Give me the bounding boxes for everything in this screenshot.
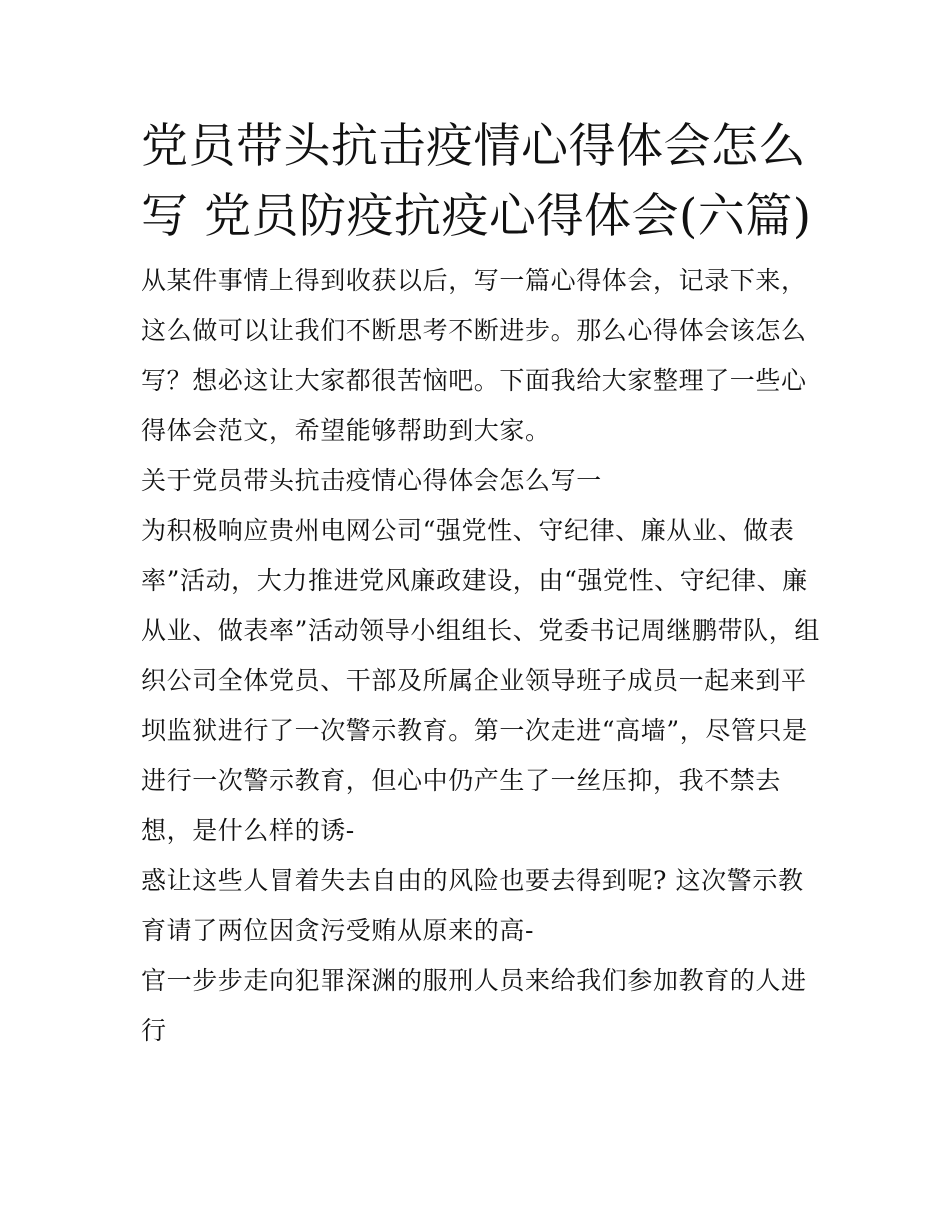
document-body (141, 112, 821, 1056)
body-paragraph: 为积极响应贵州电网公司“强党性、守纪律、廉从业、做表率”活动，大力推进党风廉政建设，由“强党性、守纪律、廉从业、做表率”活动领导小组组长、党委书记周继鹏带队，组织公司全体党员、干部及所属企业领导班子成员一起来到平坝监狱进行了一次警示教育。第一次走进“高墙”，尽管只是进行一次警示教育，但心中仍产生了一丝压抑，我不禁去想，是什么样的诱- (141, 516, 820, 845)
section-heading: 关于党员带头抗击疫情心得体会怎么写一 (141, 466, 602, 495)
body-paragraph: 惑让这些人冒着失去自由的风险也要去得到呢? 这次警示教育请了两位因贪污受贿从原来的高- (141, 866, 804, 945)
body-paragraph: 官一步步走向犯罪深渊的服刑人员来给我们参加教育的人进行 (141, 966, 807, 1045)
document-title: 党员带头抗击疫情心得体会怎么写 党员防疫抗疫心得体会(六篇) (141, 119, 812, 244)
intro-paragraph: 从某件事情上得到收获以后，写一篇心得体会，记录下来，这么做可以让我们不断思考不断进步。那么心得体会该怎么写？想必这让大家都很苦恼吧。下面我给大家整理了一些心得体会范文，希望能够帮助到大家。 (141, 266, 807, 445)
